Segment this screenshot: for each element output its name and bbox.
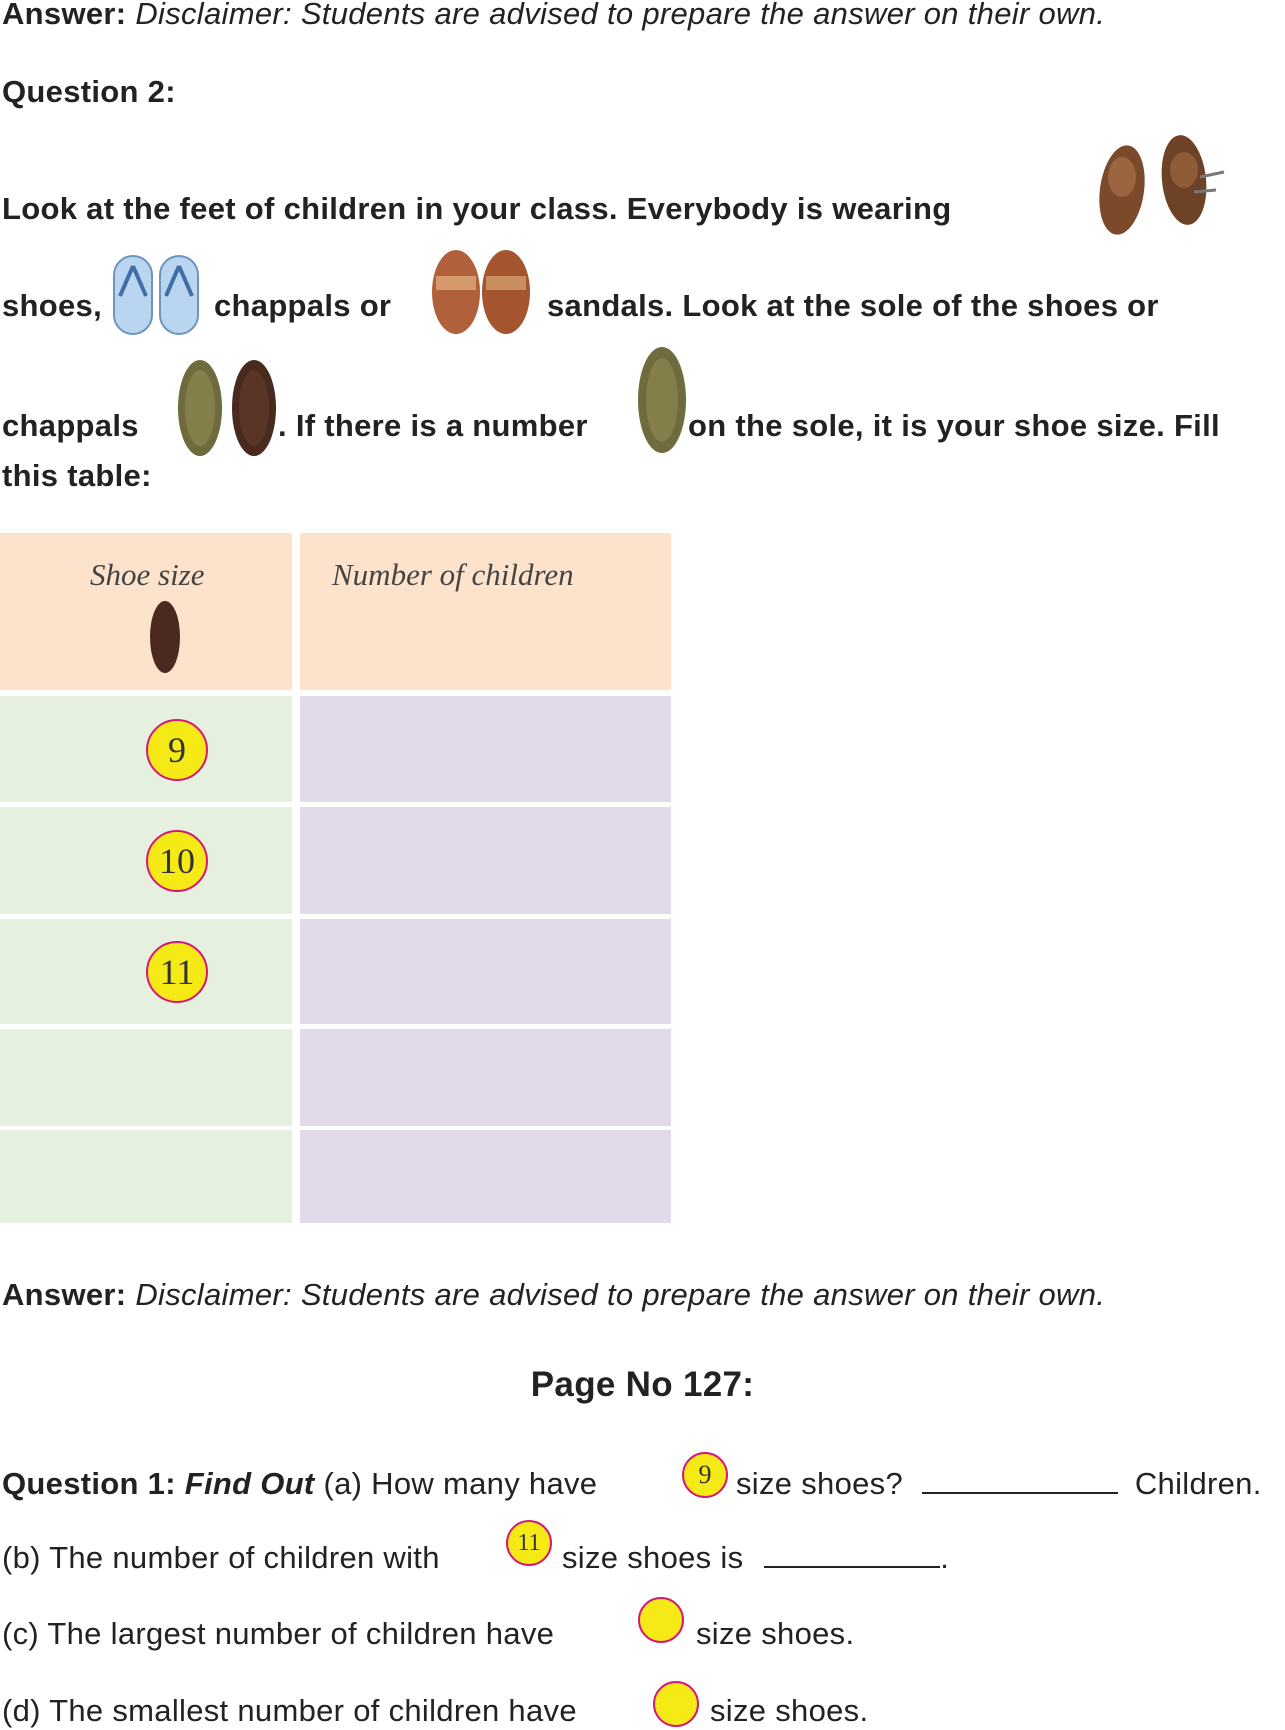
answer-blank-b[interactable] xyxy=(764,1540,940,1568)
table-row-count-cell[interactable] xyxy=(300,1130,671,1223)
header-cell-number-of-children xyxy=(300,533,671,690)
answer-label: Answer: xyxy=(2,1277,127,1312)
question-1a xyxy=(2,1466,597,1502)
question-1b-post xyxy=(562,1540,949,1576)
table-row-count-cell[interactable] xyxy=(300,807,671,914)
question-1b-post-text: size shoes is xyxy=(562,1540,744,1575)
answer-line-2 xyxy=(2,1277,1105,1313)
header-number-of-children: Number of children xyxy=(332,557,574,592)
find-out-label: Find Out xyxy=(184,1466,315,1501)
table-row-size-cell[interactable] xyxy=(0,1029,292,1126)
chappals-or-text: chappals or xyxy=(214,288,392,323)
question-1a-post-text: size shoes? xyxy=(736,1466,904,1501)
question-1d: (d) The smallest number of children have xyxy=(2,1693,577,1728)
question-2-line-4: this table: xyxy=(2,458,152,493)
question-1a-end-text: Children. xyxy=(1134,1466,1262,1501)
shoes-word: shoes, xyxy=(2,288,103,323)
answer-blank-a[interactable] xyxy=(922,1466,1118,1494)
table-row-size-cell xyxy=(0,919,292,1024)
sole-icon xyxy=(148,599,182,675)
on-the-sole-text: on the sole, it is your shoe size. Fill xyxy=(688,408,1220,443)
question-2-title: Question 2: xyxy=(2,74,176,109)
empty-size-badge[interactable] xyxy=(638,1597,684,1643)
soles-pair-icon xyxy=(176,358,278,458)
empty-size-badge[interactable] xyxy=(653,1681,699,1727)
size-badge-11: 11 xyxy=(506,1520,552,1566)
question-1b: (b) The number of children with xyxy=(2,1540,440,1575)
table-row-size-cell xyxy=(0,696,292,802)
answer-label: Answer: xyxy=(2,0,127,31)
chappals-icon xyxy=(110,252,202,338)
answer-line-1 xyxy=(2,0,1105,32)
sole-icon xyxy=(636,344,688,456)
chappals-word: chappals xyxy=(2,408,139,443)
table-row-count-cell[interactable] xyxy=(300,1029,671,1126)
question-1a-text: (a) How many have xyxy=(323,1466,598,1501)
answer-disclaimer: Disclaimer: Students are advised to prepare the answer on their own. xyxy=(135,0,1106,31)
table-row-size-cell[interactable] xyxy=(0,1130,292,1223)
header-shoe-size: Shoe size xyxy=(90,557,205,592)
question-2-line-2 xyxy=(2,288,102,324)
size-badge: 9 xyxy=(146,719,208,781)
size-badge: 10 xyxy=(146,830,208,892)
table-row-count-cell[interactable] xyxy=(300,696,671,802)
size-badge: 11 xyxy=(146,941,208,1003)
if-there-is-text: . If there is a number xyxy=(278,408,588,443)
question-2-line-1: Look at the feet of children in your class. Everybody is wearing xyxy=(2,191,952,226)
sandals-icon xyxy=(424,246,538,336)
table-row-count-cell[interactable] xyxy=(300,919,671,1024)
question-1b-end-text: . xyxy=(940,1540,950,1575)
question-1d-post: size shoes. xyxy=(710,1693,869,1728)
question-1a-post xyxy=(736,1466,1262,1502)
table-row-size-cell xyxy=(0,807,292,914)
question-1c-post: size shoes. xyxy=(696,1616,855,1651)
question-1-label: Question 1: xyxy=(2,1466,176,1501)
sandals-text: sandals. Look at the sole of the shoes or xyxy=(547,288,1159,323)
header-cell-shoe-size xyxy=(0,533,292,690)
shoes-icon xyxy=(1082,132,1232,247)
size-badge-9: 9 xyxy=(682,1452,728,1498)
page-heading: Page No 127: xyxy=(530,1365,755,1404)
answer-disclaimer: Disclaimer: Students are advised to prepare the answer on their own. xyxy=(135,1277,1106,1312)
question-1c: (c) The largest number of children have xyxy=(2,1616,555,1651)
question-2-line-3 xyxy=(2,408,139,444)
